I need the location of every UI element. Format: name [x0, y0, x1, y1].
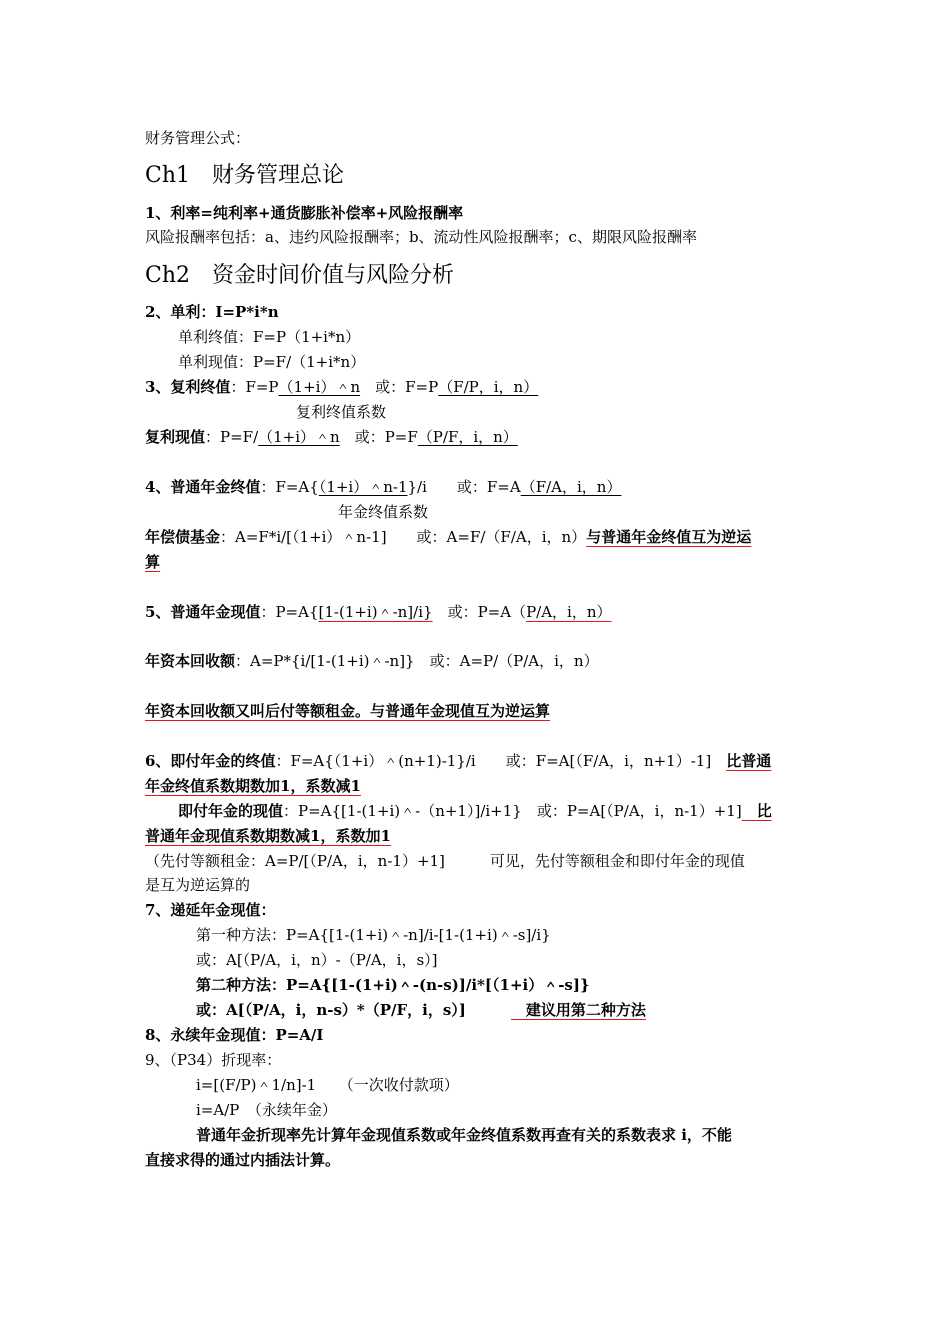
item-3-present-label: 复利现值	[145, 428, 206, 446]
item-6-remark-end: 年金终值系数期数加1，系数减1	[145, 777, 361, 795]
item-1: 1、利率=纯利率+通货膨胀补偿率+风险报酬率	[145, 204, 464, 222]
item-5-d: P/A，i，n）	[526, 603, 612, 621]
prepaid-rent: （先付等额租金：A=P/[（P/A，i，n-1）+1] 可见，先付等额租金和即付年金的现值	[145, 852, 745, 870]
item-9-formula-1: i=[(F/P)＾1/n]-1 （一次收付款项）	[196, 1076, 459, 1094]
item-3-label: 3、复利终值	[145, 378, 231, 396]
item-4-b: （1+i）＾n-1	[318, 478, 408, 496]
item-9-remark: 普通年金折现率先计算年金现值系数或年金终值系数再查有关的系数表求 i，不能	[196, 1126, 732, 1144]
item-7: 7、递延年金现值：	[145, 901, 276, 919]
item-6-remark: 比普通	[726, 752, 772, 770]
item-6-present-remark: 比	[741, 802, 772, 820]
item-2-present: 单利现值：P=F/（1+i*n）	[178, 353, 366, 371]
sinking-fund-label: 年偿债基金	[145, 528, 221, 546]
item-9: 9、（P34）折现率：	[145, 1051, 282, 1069]
item-3	[145, 376, 538, 398]
item-6-label: 6、即付年金的终值	[145, 752, 276, 770]
chapter-2-heading: Ch2 资金时间价值与风险分析	[145, 263, 454, 288]
doc-title: 财务管理公式：	[145, 129, 251, 147]
item-3-formula-a: ：F=P	[230, 378, 279, 396]
capital-recovery-remark	[145, 700, 550, 722]
item-6-remark-cont	[145, 775, 361, 797]
item-3-present-b: （1+i）＾n	[258, 428, 340, 446]
item-3-present-d: （P/F，i，n）	[417, 428, 518, 446]
capital-recovery-label: 年资本回收额	[145, 652, 236, 670]
sinking-fund-remark: 与普通年金终值互为逆运	[586, 528, 752, 546]
capital-recovery-remark-text: 年资本回收额又叫后付等额租金。与普通年金现值互为逆运算	[145, 702, 551, 720]
item-3-formula-c: 或：F=P	[360, 378, 439, 396]
item-6	[145, 750, 771, 772]
prepaid-rent-cont: 是互为逆运算的	[145, 876, 251, 894]
item-6-present-formula: ：P=A{[1-(1+i)＾-（n+1）]/i+1} 或：P=A[（P/A，i，n-1）+1]	[283, 802, 742, 820]
item-2-future: 单利终值：F=P（1+i*n）	[178, 328, 361, 346]
item-7-method-2-alt	[196, 999, 646, 1021]
item-5-b: [1-(1+i)＾-n]/i}	[318, 603, 433, 621]
item-8: 8、永续年金现值：P=A/I	[145, 1026, 324, 1044]
item-1-detail: 风险报酬率包括：a、违约风险报酬率；b、流动性风险报酬率；c、期限风险报酬率	[145, 228, 697, 246]
sinking-fund-remark-end: 算	[145, 553, 161, 571]
capital-recovery-formula: ：A=P*{i/[1-(1+i)＾-n]} 或：A=P/（P/A，i，n）	[235, 652, 599, 670]
item-4-d: （F/A，i，n）	[520, 478, 622, 496]
item-7-method-1: 第一种方法：P=A{[1-(1+i)＾-n]/i-[1-(1+i)＾-s]/i}	[196, 926, 551, 944]
item-4-a: ：F=A{	[260, 478, 319, 496]
sinking-fund-remark-cont	[145, 551, 160, 573]
item-5-c: 或：P=A（	[432, 603, 527, 621]
item-7-method-2-alt-formula: 或：A[（P/A，i，n-s）*（P/F，i，s）]	[196, 1001, 511, 1019]
item-3-note: 复利终值系数	[296, 403, 387, 421]
item-4-label: 4、普通年金终值	[145, 478, 261, 496]
item-7-method-2: 第二种方法：P=A{[1-(1+i)＾-(n-s)]/i*[（1+i）＾-s]}	[196, 976, 590, 994]
item-6-present-remark-cont	[145, 825, 391, 847]
item-5-label: 5、普通年金现值	[145, 603, 261, 621]
item-6-formula: ：F=A{（1+i）＾(n+1)-1}/i 或：F=A[（F/A，i，n+1）-1]	[275, 752, 727, 770]
item-7-method-1-alt: 或：A[（P/A，i，n）-（P/A，i，s）]	[196, 951, 438, 969]
item-4-c: }/i 或：F=A	[407, 478, 521, 496]
item-3-present-a: ：P=F/	[205, 428, 259, 446]
item-3-present-c: 或：P=F	[339, 428, 418, 446]
item-4-note: 年金终值系数	[338, 503, 429, 521]
item-3-formula-d: （F/P，i，n）	[438, 378, 539, 396]
item-9-formula-2: i=A/P （永续年金）	[196, 1101, 337, 1119]
sinking-fund-formula: ：A=F*i/[（1+i）＾n-1] 或：A=F/（F/A，i，n）	[220, 528, 587, 546]
item-5-a: ：P=A{	[260, 603, 319, 621]
item-3-formula-b: （1+i）＾n	[278, 378, 361, 396]
item-2: 2、单利：I=P*i*n	[145, 303, 279, 321]
item-6-present-remark-end: 普通年金现值系数期数减1，系数加1	[145, 827, 391, 845]
chapter-1-heading: Ch1 财务管理总论	[145, 163, 344, 188]
sinking-fund	[145, 526, 751, 548]
item-4	[145, 476, 621, 498]
capital-recovery	[145, 650, 599, 672]
item-7-recommend: 建议用第二种方法	[510, 1001, 646, 1019]
item-6-present	[178, 800, 772, 822]
item-5	[145, 601, 612, 623]
item-6-present-label: 即付年金的现值	[178, 802, 284, 820]
item-3-present	[145, 426, 518, 448]
item-9-remark-cont: 直接求得的通过内插法计算。	[145, 1151, 341, 1169]
